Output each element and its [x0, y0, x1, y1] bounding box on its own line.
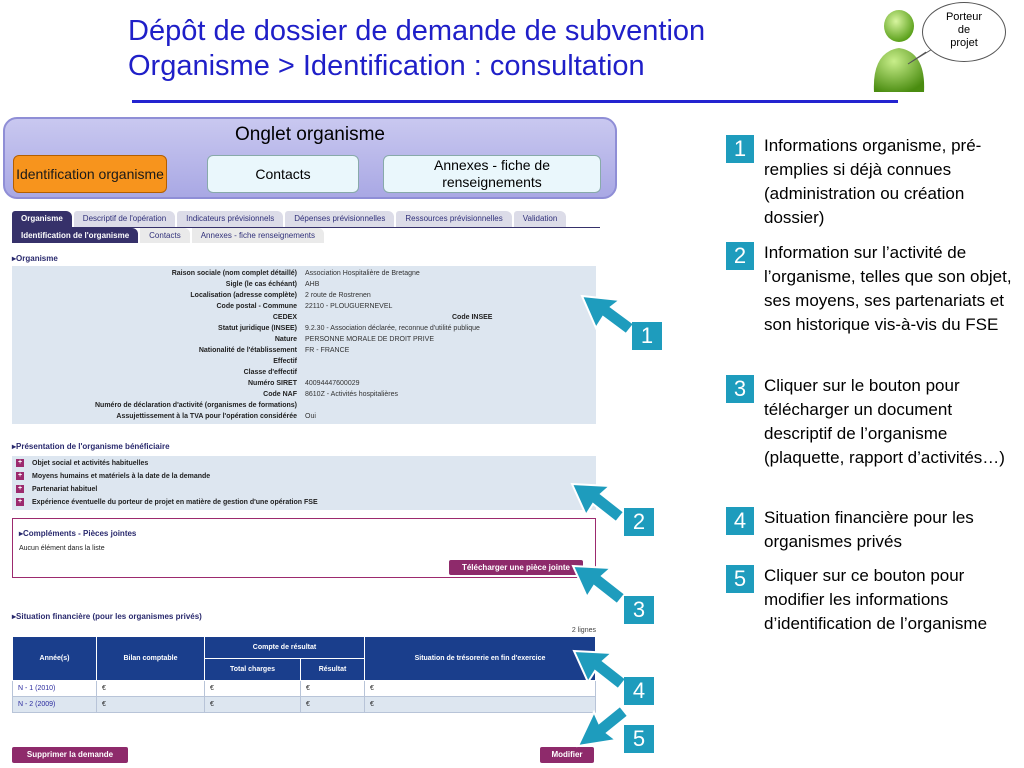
field-value: 22110 - PLOUGUERNEVEL	[305, 303, 393, 310]
field-label: Localisation (adresse complète)	[190, 292, 297, 299]
field-label: Code postal - Commune	[216, 303, 297, 310]
column-header: Résultat	[301, 659, 365, 681]
field-label: Numéro SIRET	[247, 380, 297, 387]
marker-3: 3	[624, 596, 654, 624]
table-cell: N - 2 (2009)	[13, 697, 97, 713]
legend-text: Informations organisme, pré-remplies si déjà connues (administration ou création dossier)	[764, 136, 982, 227]
sub-tabs	[12, 228, 326, 243]
field-value: Oui	[305, 413, 316, 420]
subtab-annexes[interactable]: Annexes - fiche renseignements	[192, 228, 324, 243]
row-count: 2 lignes	[571, 627, 596, 634]
legend-text: Information sur l’activité de l’organisme, telles que son objet, ses moyens, ses partenariats et son historique vis-à-vis du FSE	[764, 243, 1012, 334]
field-label: Effectif	[273, 358, 297, 365]
organisme-details	[12, 266, 596, 424]
field-label: Code NAF	[263, 391, 297, 398]
list-item[interactable]	[16, 457, 148, 470]
table-row	[13, 681, 596, 697]
title-underline	[132, 100, 898, 103]
field-label: Classe d'effectif	[243, 369, 297, 376]
column-header: Compte de résultat	[205, 637, 365, 659]
section-title-organisme: ▸ Organisme	[12, 254, 58, 263]
legend-text: Cliquer sur le bouton pour télécharger un document descriptif de l’organisme (plaquette, rapport d’activités…)	[764, 376, 1005, 467]
financial-table	[12, 636, 596, 713]
legend-number: 3	[726, 375, 754, 403]
marker-1: 1	[632, 322, 662, 350]
bubble-line-2: de	[957, 24, 971, 36]
complements-panel	[12, 518, 596, 578]
section-title-presentation: ▸ Présentation de l'organisme bénéficiaire	[12, 442, 170, 451]
list-item[interactable]	[16, 496, 318, 509]
field-value: 8610Z - Activités hospitalières	[305, 391, 398, 398]
page-title	[128, 14, 705, 84]
subtab-contacts[interactable]: Contacts	[140, 228, 190, 243]
table-cell: €	[301, 681, 365, 697]
table-cell: €	[97, 681, 205, 697]
column-header: Année(s)	[13, 637, 97, 681]
column-header: Total charges	[205, 659, 301, 681]
marker-4: 4	[624, 677, 654, 705]
expand-icon[interactable]: +	[17, 459, 23, 467]
table-cell: €	[365, 681, 596, 697]
field-value: 9.2.30 - Association déclarée, reconnue d'utilité publique	[305, 325, 480, 332]
role-bubble	[922, 2, 1006, 62]
field-label-code-insee: Code INSEE	[452, 314, 493, 321]
column-header: Situation de trésorerie en fin d'exercice	[365, 637, 596, 681]
tab-descriptif[interactable]: Descriptif de l'opération	[74, 211, 175, 227]
list-item[interactable]	[16, 483, 97, 496]
field-value: PERSONNE MORALE DE DROIT PRIVE	[305, 336, 435, 343]
table-cell: N - 1 (2010)	[13, 681, 97, 697]
tab-ressources[interactable]: Ressources prévisionnelles	[396, 211, 511, 227]
title-line-1: Dépôt de dossier de demande de subvention	[128, 15, 706, 47]
tab-indicateurs[interactable]: Indicateurs prévisionnels	[177, 211, 283, 227]
legend-number: 1	[726, 135, 754, 163]
list-item-label: Objet social et activités habituelles	[32, 460, 149, 467]
tab-organisme[interactable]: Organisme	[12, 211, 72, 227]
main-tabs	[12, 211, 568, 227]
legend-text: Cliquer sur ce bouton pour modifier les informations d’identification de l’organisme	[764, 566, 988, 633]
onglet-title: Onglet organisme	[235, 124, 385, 145]
list-item-label: Expérience éventuelle du porteur de projet en matière de gestion d'une opération FSE	[32, 499, 318, 506]
field-label: Assujettissement à la TVA pour l'opération considérée	[116, 413, 297, 420]
expand-icon[interactable]: +	[17, 498, 23, 506]
upload-attachment-button[interactable]: Télécharger une pièce jointe	[449, 560, 583, 575]
field-label: Nationalité de l'établissement	[198, 347, 297, 354]
list-item[interactable]	[16, 470, 210, 483]
expand-icon[interactable]: +	[17, 485, 23, 493]
field-label: Statut juridique (INSEE)	[218, 325, 297, 332]
table-row	[13, 697, 596, 713]
onglet-button-annexes[interactable]: Annexes - fiche de renseignements	[383, 155, 601, 193]
title-line-2: Organisme > Identification : consultation	[128, 50, 645, 82]
marker-2: 2	[624, 508, 654, 536]
expand-icon[interactable]: +	[17, 472, 23, 480]
delete-request-button[interactable]: Supprimer la demande	[12, 747, 128, 763]
onglet-button-identification[interactable]: Identification organisme	[13, 155, 167, 193]
column-header: Bilan comptable	[97, 637, 205, 681]
list-item-label: Partenariat habituel	[32, 486, 98, 493]
field-label: Raison sociale (nom complet détaillé)	[171, 270, 297, 277]
table-cell: €	[301, 697, 365, 713]
field-label: Sigle (le cas échéant)	[225, 281, 297, 288]
table-cell: €	[205, 681, 301, 697]
table-cell: €	[365, 697, 596, 713]
bubble-line-3: projet	[950, 37, 978, 49]
modify-button[interactable]: Modifier	[540, 747, 594, 763]
legend-number: 4	[726, 507, 754, 535]
table-cell: €	[97, 697, 205, 713]
legend-number: 2	[726, 242, 754, 270]
onglet-button-contacts[interactable]: Contacts	[207, 155, 359, 193]
onglet-organisme-panel	[3, 117, 617, 199]
empty-list-text: Aucun élément dans la liste	[19, 545, 105, 552]
presentation-list	[12, 456, 596, 510]
list-item-label: Moyens humains et matériels à la date de la demande	[32, 473, 211, 480]
complements-title: ▸ Compléments - Pièces jointes	[19, 529, 136, 538]
tab-depenses[interactable]: Dépenses prévisionnelles	[285, 211, 394, 227]
field-value: FR - FRANCE	[305, 347, 350, 354]
field-label: Nature	[274, 336, 297, 343]
field-value: AHB	[305, 281, 320, 288]
section-title-financiere: ▸ Situation financière (pour les organismes privés)	[12, 612, 202, 621]
tab-validation[interactable]: Validation	[514, 211, 567, 227]
field-value: Association Hospitalière de Bretagne	[305, 270, 420, 277]
marker-5: 5	[624, 725, 654, 753]
field-value: 2 route de Rostrenen	[305, 292, 371, 299]
field-label: Numéro de déclaration d'activité (organismes de formations)	[95, 402, 297, 409]
table-cell: €	[205, 697, 301, 713]
legend-text: Situation financière pour les organismes privés	[764, 508, 974, 551]
field-value: 40094447600029	[305, 380, 360, 387]
bubble-line-1: Porteur	[945, 11, 983, 23]
legend-number: 5	[726, 565, 754, 593]
field-label: CEDEX	[272, 314, 297, 321]
subtab-identification[interactable]: Identification de l'organisme	[12, 228, 138, 243]
